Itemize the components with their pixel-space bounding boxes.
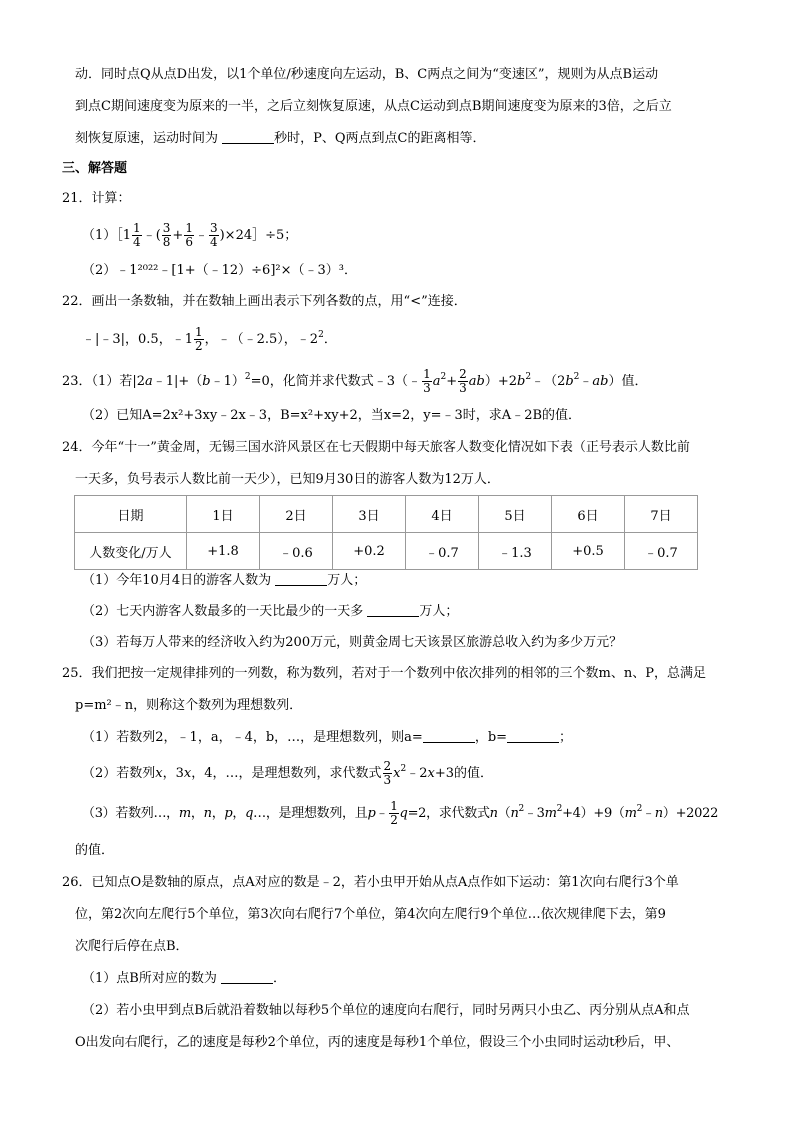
table-cell: 人数变化/万人: [75, 533, 187, 570]
table-row: [75, 496, 698, 533]
text-line: p=m²﹣n，则称这个数列为理想数列．: [75, 698, 303, 713]
table-cell: 2日: [260, 496, 333, 533]
question-22: 22．画出一条数轴，并在数轴上画出表示下列各数的点，用“<”连接．: [62, 294, 467, 309]
text-line: 一天多，负号表示人数比前一天少），已知9月30日的游客人数为12万人．: [75, 472, 500, 487]
q25-part1: （1）若数列2，﹣1，a，﹣4，b，…，是理想数列，则a= ，b= ；: [82, 730, 573, 745]
text-line: 到点C期间速度变为原来的一半，之后立刻恢复原速，从点C运动到点B期间速度变为原来的3倍，之后立: [75, 99, 672, 114]
table-cell: ﹣0.7: [625, 533, 698, 570]
q26-part1: （1）点B所对应的数为 ．: [82, 971, 286, 986]
table-cell: ﹣0.6: [260, 533, 333, 570]
table-cell: +0.5: [552, 533, 625, 570]
answer-blank: [222, 131, 274, 144]
table-cell: 日期: [75, 496, 187, 533]
answer-blank: [275, 573, 327, 586]
q25-part3: （3）若数列…，m，n，p，q…，是理想数列，且p﹣ $\frac{1}{2}$ q=2，求代数式$n(n^2﹣3m^2+4)+9(m^2﹣n)+2022$: [82, 799, 719, 827]
text-line: 的值．: [75, 843, 115, 858]
text-line: O出发向右爬行，乙的速度是每秒2个单位，丙的速度是每秒1个单位，假设三个小虫同时运动t秒后，甲、: [75, 1035, 680, 1050]
table-cell: ﹣0.7: [406, 533, 479, 570]
table-cell: 3日: [333, 496, 406, 533]
text-line: 位，第2次向左爬行5个单位，第3次向右爬行7个单位，第4次向左爬行9个单位…依次规律爬下去，第9: [75, 907, 666, 922]
answer-blank: [221, 971, 273, 984]
q24-part2: （2）七天内游客人数最多的一天比最少的一天多 万人；: [82, 604, 459, 619]
table-row: [75, 533, 698, 570]
q24-part3: （3）若每万人带来的经济收入约为200万元，则黄金周七天该景区旅游总收入约为多少万元？: [82, 635, 623, 650]
text-line: 次爬行后停在点B．: [75, 939, 189, 954]
text-line: 动．同时点Q从点D出发，以1个单位/秒速度向左运动，B、C两点之间为“变速区”，规则为从点B运动: [75, 67, 659, 82]
question-26: 26．已知点O是数轴的原点，点A对应的数是﹣2，若小虫甲开始从点A点作如下运动：第1次向右爬行3个单: [62, 875, 679, 890]
text-line: 刻恢复原速，运动时间为 秒时，P、Q两点到点C的距离相等．: [75, 131, 486, 146]
question-23: 23．（1）若|2a﹣1|+（b﹣1）$^2$=0，化简并求代数式﹣3（﹣ $\frac{1}{3}$ $a^2+$ $\frac{2}{3}$ $ab)+2b^2﹣(2b^2﹣ab)$值．: [62, 367, 648, 395]
table-cell: 4日: [406, 496, 479, 533]
table-cell: +1.8: [187, 533, 260, 570]
q24-part1: （1）今年10月4日的游客人数为 万人；: [82, 573, 367, 588]
table-cell: 7日: [625, 496, 698, 533]
q25-part2: （2）若数列x，3x，4，…，是理想数列，求代数式 $\frac{2}{3}$ $x^2﹣2x+3$的值．: [82, 759, 494, 787]
table-cell: 1日: [187, 496, 260, 533]
q21-part1: （1）［1 $\frac{1}{4}$ ﹣( $\frac{3}{8}$ + $\frac{1}{6}$ ﹣ $\frac{3}{4}$ )×24］÷5；: [82, 221, 298, 249]
question-21: 21．计算：: [62, 191, 131, 206]
question-25: 25．我们把按一定规律排列的一列数，称为数列，若对于一个数列中依次排列的相邻的三个数m、n、P，总满足: [62, 666, 706, 681]
answer-blank: [423, 730, 475, 743]
q26-part2: （2）若小虫甲到点B后就沿着数轴以每秒5个单位的速度向右爬行，同时另两只小虫乙、丙分别从点A和点: [82, 1003, 690, 1018]
table-cell: 6日: [552, 496, 625, 533]
q22-numbers: ﹣|﹣3|，0.5，﹣1 $\frac{1}{2}$ ，﹣（﹣2.5），$﹣2^2$．: [82, 325, 337, 353]
table-cell: 5日: [479, 496, 552, 533]
section-heading: 三、解答题: [62, 161, 128, 176]
answer-blank: [507, 730, 559, 743]
table-cell: +0.2: [333, 533, 406, 570]
q21-part2: （2）﹣1²⁰²²﹣[1+（﹣12）÷6]²×（﹣3）³．: [82, 263, 357, 278]
question-24: 24．今年“十一”黄金周，无锡三国水浒风景区在七天假期中每天旅客人数变化情况如下表（正号表示人数比前: [62, 440, 690, 455]
answer-blank: [367, 604, 419, 617]
q23-part2: （2）已知A=2x²+3xy﹣2x﹣3，B=x²+xy+2，当x=2，y=﹣3时，求A﹣2B的值．: [82, 408, 582, 423]
table-cell: ﹣1.3: [479, 533, 552, 570]
visitor-change-table: [74, 495, 698, 570]
